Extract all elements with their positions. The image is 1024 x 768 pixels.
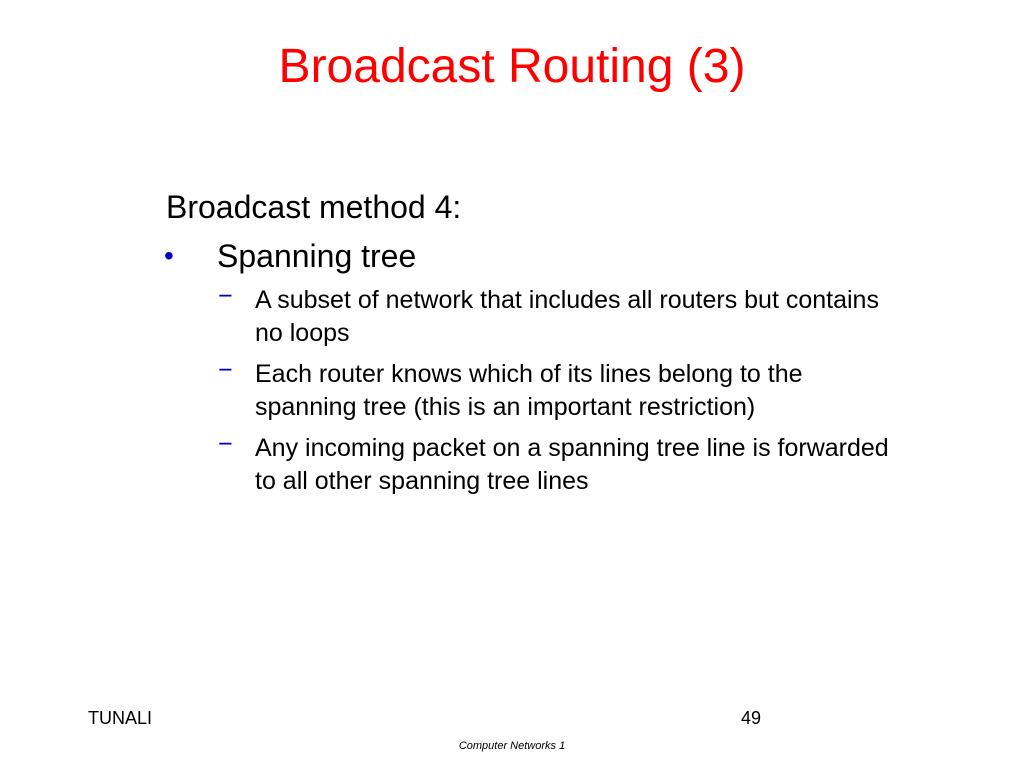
dash-marker: − xyxy=(218,356,233,384)
subitem xyxy=(218,284,898,350)
dash-marker: − xyxy=(218,282,233,310)
bullet-text: Spanning tree xyxy=(217,238,417,274)
bullet-marker: • xyxy=(164,240,174,271)
subitem-text: Each router knows which of its lines belong to the spanning tree (this is an important restriction) xyxy=(255,360,803,421)
subitem-text: Any incoming packet on a spanning tree line is forwarded to all other spanning tree lines xyxy=(255,434,889,495)
subitem-text: A subset of network that includes all routers but contains no loops xyxy=(255,286,879,347)
footer-course: Computer Networks 1 xyxy=(458,740,566,752)
subheading: Broadcast method 4: xyxy=(166,189,462,225)
footer-author: TUNALI xyxy=(88,708,153,728)
subitem xyxy=(218,358,898,424)
footer-page-number: 49 xyxy=(741,708,762,728)
subitem xyxy=(218,432,898,498)
slide-title: Broadcast Routing (3) xyxy=(278,40,746,93)
subitem-list xyxy=(218,284,898,506)
dash-marker: − xyxy=(218,430,233,458)
